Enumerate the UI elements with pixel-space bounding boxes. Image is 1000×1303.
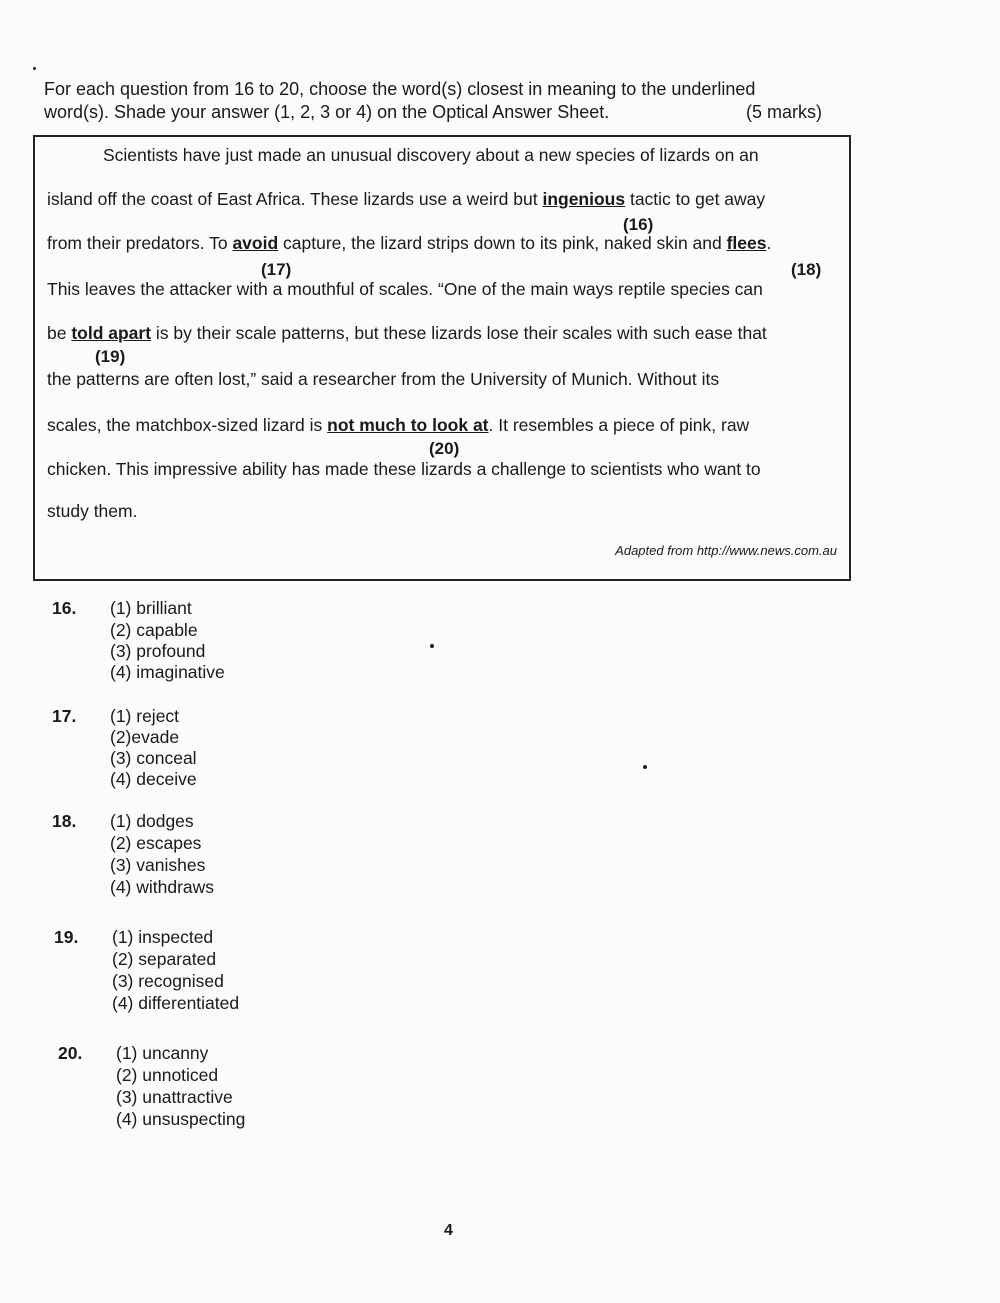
option: (4) imaginative: [110, 662, 225, 682]
marker-16: (16): [623, 215, 654, 234]
scan-speck: [430, 644, 434, 648]
scan-speck: [33, 67, 36, 70]
option: (1) uncanny: [116, 1043, 209, 1063]
instructions-line-1: For each question from 16 to 20, choose the word(s) closest in meaning to the underlined: [44, 79, 756, 99]
option: (3) recognised: [112, 971, 224, 991]
option: (2) separated: [112, 949, 217, 969]
option: (1) reject: [110, 706, 180, 726]
marker-19: (19): [95, 347, 126, 366]
question-number: 17.: [52, 706, 77, 726]
option: (3) profound: [110, 641, 206, 661]
passage-line-7: scales, the matchbox-sized lizard is not much to look at. It resembles a piece of pink, raw: [47, 415, 750, 435]
passage-line-3: from their predators. To avoid capture, the lizard strips down to its pink, naked skin and flees.: [47, 233, 772, 253]
passage-line-5: be told apart is by their scale patterns, but these lizards lose their scales with such ease that: [47, 323, 767, 343]
passage-line-8: chicken. This impressive ability has made these lizards a challenge to scientists who want to: [47, 459, 761, 479]
option: (4) deceive: [110, 769, 197, 789]
question-number: 16.: [52, 598, 77, 618]
option: (2)evade: [110, 727, 180, 747]
underlined-word-17: avoid: [232, 233, 279, 253]
option: (3) conceal: [110, 748, 197, 768]
option: (2) capable: [110, 620, 198, 640]
instructions: [44, 78, 836, 124]
passage-line-1: Scientists have just made an unusual discovery about a new species of lizards on an: [103, 145, 759, 165]
option: (4) differentiated: [112, 993, 240, 1013]
option: (4) unsuspecting: [116, 1109, 246, 1129]
marker-18: (18): [791, 260, 822, 279]
option: (3) unattractive: [116, 1087, 233, 1107]
instructions-line-2: word(s). Shade your answer (1, 2, 3 or 4) on the Optical Answer Sheet.: [44, 102, 610, 122]
underlined-word-16: ingenious: [542, 189, 626, 209]
underlined-phrase-20: not much to look at: [327, 415, 489, 435]
option: (4) withdraws: [110, 877, 215, 897]
option: (2) unnoticed: [116, 1065, 219, 1085]
underlined-word-19: told apart: [71, 323, 152, 343]
option: (1) inspected: [112, 927, 214, 947]
scan-speck: [643, 765, 647, 769]
question-number: 18.: [52, 811, 77, 831]
marker-20: (20): [429, 439, 460, 458]
passage-box: [33, 135, 851, 581]
option: (3) vanishes: [110, 855, 206, 875]
passage-line-4: This leaves the attacker with a mouthful of scales. “One of the main ways reptile species can: [47, 279, 763, 299]
option: (1) brilliant: [110, 598, 192, 618]
option: (2) escapes: [110, 833, 202, 853]
page-number: 4: [444, 1222, 453, 1239]
option: (1) dodges: [110, 811, 194, 831]
passage-line-9: study them.: [47, 501, 138, 521]
source-credit: Adapted from http://www.news.com.au: [615, 543, 837, 558]
underlined-word-18: flees: [726, 233, 767, 253]
question-number: 19.: [54, 927, 79, 947]
marks-label: (5 marks): [746, 102, 822, 122]
passage-line-6: the patterns are often lost,” said a researcher from the University of Munich. Without its: [47, 369, 720, 389]
marker-17: (17): [261, 260, 292, 279]
question-number: 20.: [58, 1043, 83, 1063]
passage-line-2: island off the coast of East Africa. These lizards use a weird but ingenious tactic to get away: [47, 189, 766, 209]
